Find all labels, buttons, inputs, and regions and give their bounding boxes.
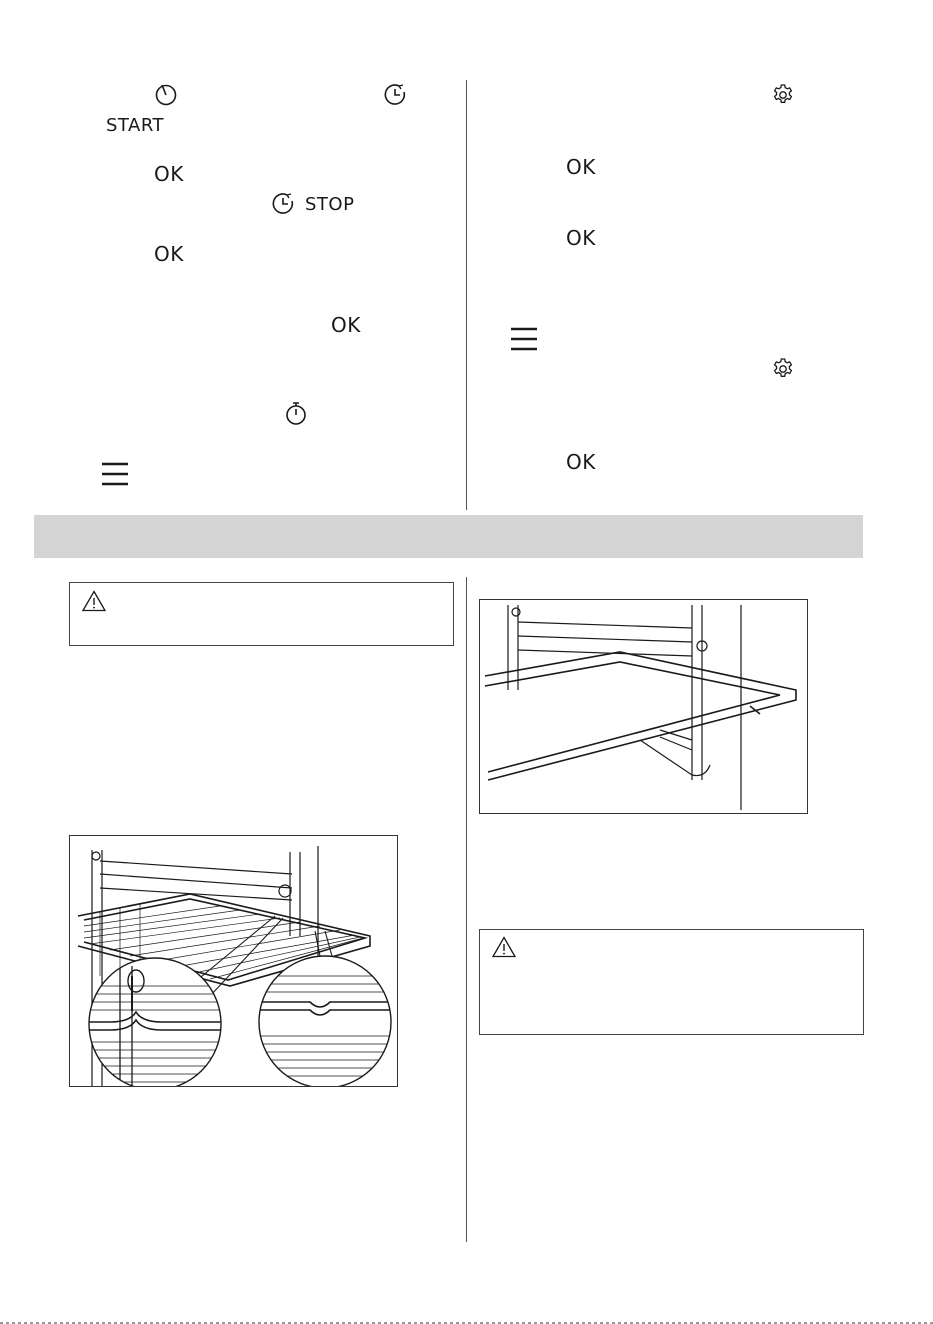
baking-tray-illustration (479, 599, 808, 814)
warning-icon (82, 590, 106, 617)
gear-icon-2 (771, 357, 795, 386)
ok-label-4: OK (566, 155, 596, 179)
warning-box-2 (479, 929, 864, 1035)
timer-icon (154, 82, 178, 111)
start-label: START (106, 115, 165, 136)
ok-label-1: OK (154, 162, 184, 186)
wire-shelf-illustration (69, 835, 398, 1087)
stop-label: STOP (305, 194, 355, 215)
ok-label-2: OK (154, 242, 184, 266)
warning-icon-2 (492, 936, 516, 963)
menu-icon (101, 461, 129, 492)
end-time-icon-2 (271, 191, 297, 222)
ok-label-6: OK (566, 450, 596, 474)
warning-box-1 (69, 582, 454, 646)
end-time-icon (383, 82, 409, 113)
column-divider-top (466, 80, 467, 510)
ok-label-5: OK (566, 226, 596, 250)
gear-icon (771, 83, 795, 112)
ok-label-3: OK (331, 313, 361, 337)
menu-icon-2 (510, 326, 538, 357)
stopwatch-icon (284, 400, 308, 431)
section-header-band (34, 515, 863, 558)
column-divider-bottom (466, 577, 467, 1242)
